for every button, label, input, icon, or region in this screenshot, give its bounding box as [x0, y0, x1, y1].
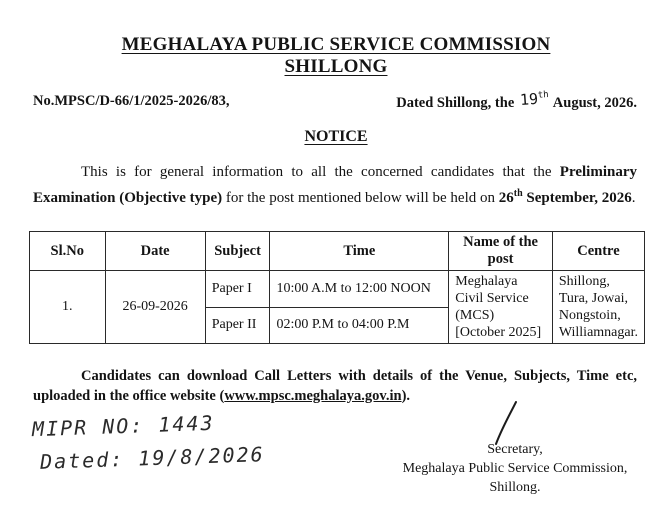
column-header: Date — [105, 232, 205, 271]
paragraph-text: . — [631, 190, 636, 206]
handwritten-mipr-number: MIPR NO: 1443 — [31, 410, 215, 442]
organization-city: SHILLONG — [284, 56, 388, 77]
handwritten-date: Dated: 19/8/2026 — [39, 442, 266, 474]
column-header: Name of the post — [449, 232, 553, 271]
dated-line — [396, 89, 637, 112]
table-header-row — [30, 232, 645, 271]
column-header: Subject — [205, 232, 270, 271]
column-header: Centre — [552, 232, 644, 271]
instructions-end: ). — [401, 388, 411, 404]
date-cell: 26-09-2026 — [105, 271, 205, 344]
time-cell: 02:00 P.M to 04:00 P.M — [270, 307, 449, 344]
exam-day: 26 — [498, 190, 514, 206]
subject-cell: Paper II — [205, 307, 270, 344]
exam-name: Preliminary Examination (Objective type) — [33, 164, 637, 206]
organization-title: MEGHALAYA PUBLIC SERVICE COMMISSION — [121, 34, 551, 55]
centre-cell: Shillong, Tura, Jowai, Nongstoin, Williamnagar. — [552, 271, 644, 344]
paragraph-text: This is for general information to all the concerned candidates that the — [81, 164, 560, 180]
time-cell: 10:00 A.M to 12:00 NOON — [270, 271, 449, 308]
instructions-text: Candidates can download Call Letters with details of the Venue, Subjects, Time etc, uploaded in the office website ( — [33, 368, 637, 404]
signatory-designation: Secretary, — [487, 442, 543, 457]
exam-schedule-table — [29, 231, 645, 344]
subject-cell: Paper I — [205, 271, 270, 308]
column-header: Time — [270, 232, 449, 271]
day-suffix: th — [537, 90, 549, 101]
signatory-block — [380, 440, 650, 497]
notice-title: NOTICE — [304, 128, 368, 145]
reference-number: No.MPSC/D-66/1/2025-2026/83, — [33, 93, 230, 109]
month-year: August, 2026. — [552, 95, 637, 111]
dated-prefix: Dated Shillong, the — [396, 95, 515, 111]
exam-month-year: September, 2026 — [522, 190, 632, 206]
signatory-organization: Meghalaya Public Service Commission, — [402, 461, 628, 476]
exam-day-suffix: th — [513, 188, 523, 199]
sl-no-cell: 1. — [30, 271, 106, 344]
website-link[interactable]: www.mpsc.meghalaya.gov.in — [224, 388, 402, 404]
exam-date — [499, 190, 632, 206]
paragraph-text: for the post mentioned below will be held on — [222, 190, 499, 206]
signatory-place: Shillong. — [489, 480, 541, 495]
day-number: 19 — [519, 89, 539, 109]
post-cell: Meghalaya Civil Service (MCS) [October 2025] — [449, 271, 553, 344]
notice-paragraph — [33, 162, 637, 209]
download-instructions — [33, 366, 637, 406]
table-row — [30, 271, 645, 308]
column-header: Sl.No — [30, 232, 106, 271]
handwritten-day — [519, 89, 549, 109]
